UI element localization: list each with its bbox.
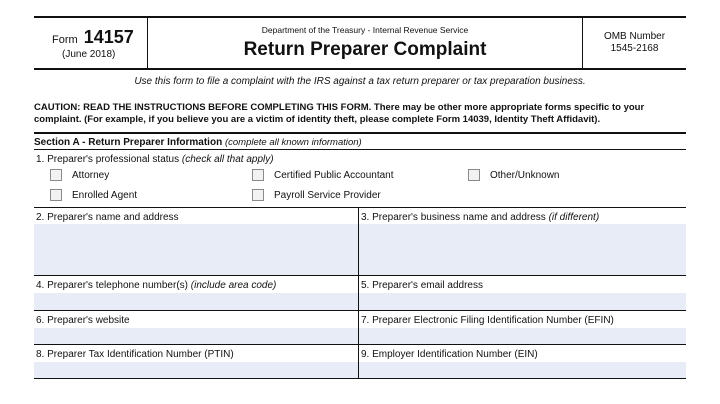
- ein-input[interactable]: [359, 362, 686, 378]
- field-note: (if different): [548, 212, 600, 223]
- professional-status-field: [34, 150, 686, 208]
- field-label: 5. Preparer's email address: [361, 280, 483, 291]
- field-preparer-name-address: [34, 208, 359, 275]
- efin-input[interactable]: [359, 328, 686, 344]
- form-date: (June 2018): [62, 48, 116, 60]
- checkbox-cpa[interactable]: [252, 169, 394, 181]
- form-title: Return Preparer Complaint: [243, 39, 487, 60]
- field-telephone: [34, 276, 359, 310]
- field-label: 8. Preparer Tax Identification Number (PTIN): [36, 349, 234, 360]
- field-label: 2. Preparer's name and address: [36, 212, 179, 223]
- omb-number: 1545-2168: [610, 43, 659, 54]
- omb-label: OMB Number: [603, 31, 666, 42]
- website-input[interactable]: [34, 328, 358, 344]
- checkbox-label: Attorney: [72, 169, 110, 181]
- checkbox-box[interactable]: [252, 189, 264, 201]
- form-header: [34, 16, 686, 70]
- checkbox-label: Enrolled Agent: [72, 189, 138, 201]
- checkbox-label: Other/Unknown: [490, 169, 560, 181]
- form-id-block: [34, 18, 148, 68]
- email-input[interactable]: [359, 293, 686, 310]
- field-website: [34, 311, 359, 344]
- field-efin: [359, 311, 686, 344]
- field-label: 3. Preparer's business name and address: [361, 212, 546, 223]
- telephone-input[interactable]: [34, 293, 358, 310]
- field-ein: [359, 345, 686, 378]
- checkbox-label: Certified Public Accountant: [274, 169, 394, 181]
- status-label: 1. Preparer's professional status: [36, 154, 180, 165]
- omb-block: [582, 18, 686, 68]
- checkbox-enrolled-agent[interactable]: [50, 189, 137, 201]
- checkbox-other-unknown[interactable]: [468, 169, 559, 181]
- irs-form-14157: [34, 16, 686, 379]
- form-prefix: Form: [52, 33, 78, 46]
- status-note: (check all that apply): [181, 154, 274, 165]
- form-title-block: [148, 18, 582, 68]
- form-number: 14157: [83, 26, 134, 47]
- department-line: Department of the Treasury - Internal Revenue Service: [261, 25, 469, 35]
- preparer-name-address-input[interactable]: [34, 224, 358, 275]
- field-email: [359, 276, 686, 310]
- section-a-header: [34, 132, 686, 150]
- caution-text: CAUTION: READ THE INSTRUCTIONS BEFORE COMPLETING THIS FORM. There may be other more appropriate forms specific to your complaint. (For example, if you believe you are a victim of identity theft, please complete Form 14039, Identity Theft Affidavit).: [34, 102, 645, 125]
- field-label: 7. Preparer Electronic Filing Identification Number (EFIN): [361, 315, 614, 326]
- checkbox-box[interactable]: [50, 189, 62, 201]
- checkbox-box[interactable]: [252, 169, 264, 181]
- row-website-efin: [34, 311, 686, 345]
- row-phone-email: [34, 276, 686, 311]
- field-note: (include area code): [190, 280, 277, 291]
- field-label: 4. Preparer's telephone number(s): [36, 280, 188, 291]
- field-label: 6. Preparer's website: [36, 315, 130, 326]
- field-label: 9. Employer Identification Number (EIN): [361, 349, 538, 360]
- checkbox-attorney[interactable]: [50, 169, 109, 181]
- usage-instruction: Use this form to file a complaint with the IRS against a tax return preparer or tax preparation business.: [134, 76, 586, 87]
- checkbox-label: Payroll Service Provider: [274, 189, 381, 201]
- field-ptin: [34, 345, 359, 378]
- section-a-note: (complete all known information): [224, 137, 362, 148]
- checkbox-payroll-service[interactable]: [252, 189, 381, 201]
- checkbox-box[interactable]: [50, 169, 62, 181]
- row-name-address: [34, 208, 686, 276]
- field-business-name-address: [359, 208, 686, 275]
- ptin-input[interactable]: [34, 362, 358, 378]
- row-ptin-ein: [34, 345, 686, 379]
- checkbox-box[interactable]: [468, 169, 480, 181]
- section-a-title: Section A - Return Preparer Information: [34, 137, 223, 148]
- business-name-address-input[interactable]: [359, 224, 686, 275]
